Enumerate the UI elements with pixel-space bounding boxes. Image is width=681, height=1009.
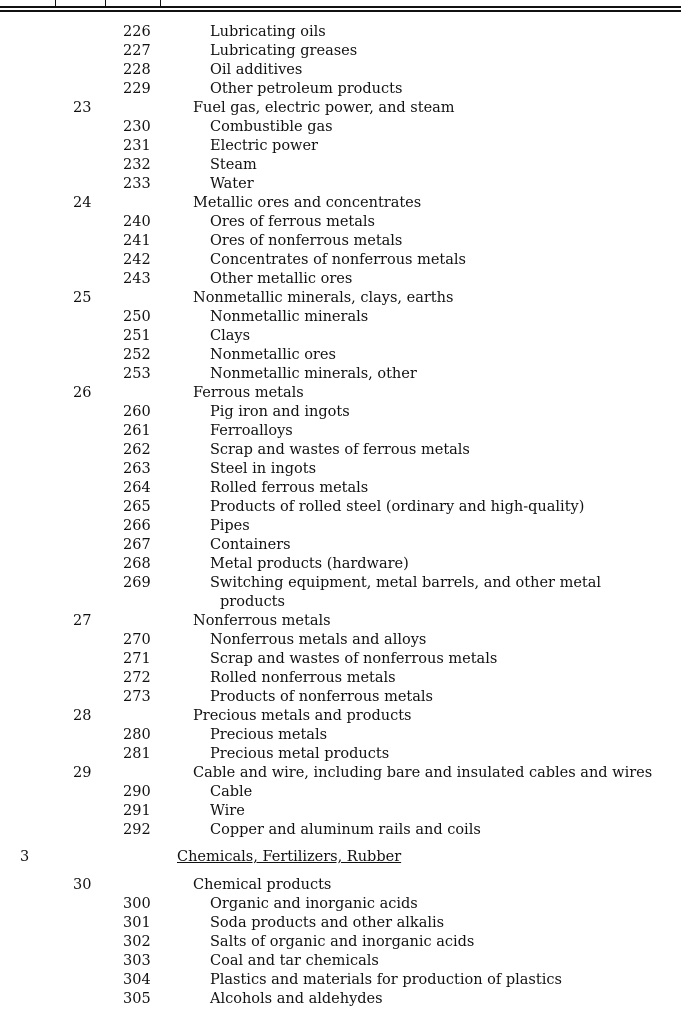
table-row bbox=[0, 707, 681, 726]
item-code: 243 bbox=[123, 271, 151, 287]
group-code: 3 bbox=[20, 849, 30, 865]
item-label: Copper and aluminum rails and coils bbox=[210, 822, 481, 838]
table-row bbox=[0, 384, 681, 403]
table-row bbox=[0, 517, 681, 536]
item-label: Other metallic ores bbox=[210, 271, 353, 287]
item-code: 261 bbox=[123, 423, 151, 439]
item-code: 304 bbox=[123, 972, 151, 988]
item-label: Switching equipment, metal barrels, and other metal bbox=[210, 575, 602, 591]
category-code: 30 bbox=[73, 877, 92, 893]
table-row bbox=[0, 156, 681, 175]
item-label: Nonferrous metals and alloys bbox=[210, 632, 427, 648]
item-label: Wire bbox=[210, 803, 245, 819]
category-code: 26 bbox=[73, 385, 92, 401]
category-label: Nonferrous metals bbox=[193, 613, 331, 629]
item-code: 241 bbox=[123, 233, 151, 249]
table-row bbox=[0, 933, 681, 952]
item-code: 263 bbox=[123, 461, 151, 477]
item-code: 250 bbox=[123, 309, 151, 325]
item-label: Scrap and wastes of ferrous metals bbox=[210, 442, 470, 458]
table-row bbox=[0, 764, 681, 783]
item-label: Cable bbox=[210, 784, 253, 800]
table-row bbox=[0, 876, 681, 895]
item-code: 262 bbox=[123, 442, 151, 458]
table-row bbox=[0, 726, 681, 745]
table-row bbox=[0, 365, 681, 384]
item-code: 291 bbox=[123, 803, 151, 819]
item-label: Ferroalloys bbox=[210, 423, 293, 439]
item-code: 232 bbox=[123, 157, 151, 173]
table-row bbox=[0, 175, 681, 194]
table-row bbox=[0, 745, 681, 764]
item-label: Alcohols and aldehydes bbox=[210, 991, 383, 1007]
table-row bbox=[0, 403, 681, 422]
table-row bbox=[0, 612, 681, 631]
item-label: Electric power bbox=[210, 138, 318, 154]
table-row bbox=[0, 42, 681, 61]
item-label: products bbox=[220, 594, 285, 610]
item-label: Metal products (hardware) bbox=[210, 556, 409, 572]
category-label: Ferrous metals bbox=[193, 385, 304, 401]
item-label: Salts of organic and inorganic acids bbox=[210, 934, 475, 950]
item-code: 281 bbox=[123, 746, 151, 762]
item-code: 270 bbox=[123, 632, 151, 648]
item-label: Combustible gas bbox=[210, 119, 333, 135]
item-code: 292 bbox=[123, 822, 151, 838]
table-row bbox=[0, 137, 681, 156]
item-label: Steam bbox=[210, 157, 257, 173]
table-row bbox=[0, 536, 681, 555]
item-label: Scrap and wastes of nonferrous metals bbox=[210, 651, 498, 667]
table-row bbox=[0, 118, 681, 137]
table-row bbox=[0, 308, 681, 327]
item-label: Soda products and other alkalis bbox=[210, 915, 445, 931]
item-code: 264 bbox=[123, 480, 151, 496]
item-code: 267 bbox=[123, 537, 151, 553]
table-row bbox=[0, 270, 681, 289]
item-code: 242 bbox=[123, 252, 151, 268]
category-label: Chemical products bbox=[193, 877, 332, 893]
item-label: Ores of ferrous metals bbox=[210, 214, 375, 230]
top-rule-2 bbox=[0, 10, 681, 12]
item-code: 271 bbox=[123, 651, 151, 667]
item-label: Clays bbox=[210, 328, 251, 344]
item-code: 272 bbox=[123, 670, 151, 686]
category-label: Nonmetallic minerals, clays, earths bbox=[193, 290, 454, 306]
item-code: 268 bbox=[123, 556, 151, 572]
table-row bbox=[0, 848, 681, 867]
item-code: 229 bbox=[123, 81, 151, 97]
item-label: Rolled ferrous metals bbox=[210, 480, 369, 496]
category-label: Precious metals and products bbox=[193, 708, 412, 724]
category-code: 28 bbox=[73, 708, 92, 724]
item-code: 290 bbox=[123, 784, 151, 800]
table-row bbox=[0, 498, 681, 517]
table-row bbox=[0, 99, 681, 118]
item-code: 269 bbox=[123, 575, 151, 591]
item-label: Pipes bbox=[210, 518, 250, 534]
item-code: 302 bbox=[123, 934, 151, 950]
category-code: 25 bbox=[73, 290, 92, 306]
item-code: 233 bbox=[123, 176, 151, 192]
table-row bbox=[0, 555, 681, 574]
table-row bbox=[0, 346, 681, 365]
item-code: 273 bbox=[123, 689, 151, 705]
item-code: 265 bbox=[123, 499, 151, 515]
category-label: Cable and wire, including bare and insulated cables and wires bbox=[193, 765, 653, 781]
item-label: Nonmetallic minerals, other bbox=[210, 366, 417, 382]
table-row bbox=[0, 441, 681, 460]
item-label: Oil additives bbox=[210, 62, 303, 78]
table-row bbox=[0, 232, 681, 251]
table-row bbox=[0, 23, 681, 42]
item-label: Products of nonferrous metals bbox=[210, 689, 433, 705]
category-code: 27 bbox=[73, 613, 92, 629]
item-code: 227 bbox=[123, 43, 151, 59]
table-row bbox=[0, 802, 681, 821]
table-row bbox=[0, 821, 681, 840]
category-code: 29 bbox=[73, 765, 92, 781]
table-row bbox=[0, 783, 681, 802]
item-label: Plastics and materials for production of plastics bbox=[210, 972, 562, 988]
item-code: 266 bbox=[123, 518, 151, 534]
item-code: 280 bbox=[123, 727, 151, 743]
table-row bbox=[0, 194, 681, 213]
item-code: 301 bbox=[123, 915, 151, 931]
item-code: 251 bbox=[123, 328, 151, 344]
item-label: Precious metal products bbox=[210, 746, 390, 762]
item-label: Precious metals bbox=[210, 727, 328, 743]
column-tick bbox=[160, 0, 161, 6]
table-row bbox=[0, 251, 681, 270]
table-row bbox=[0, 479, 681, 498]
item-label: Nonmetallic ores bbox=[210, 347, 336, 363]
column-tick bbox=[55, 0, 56, 6]
table-row bbox=[0, 61, 681, 80]
category-code: 24 bbox=[73, 195, 92, 211]
item-label: Products of rolled steel (ordinary and high-quality) bbox=[210, 499, 585, 515]
table-row bbox=[0, 895, 681, 914]
item-code: 252 bbox=[123, 347, 151, 363]
item-label: Lubricating oils bbox=[210, 24, 326, 40]
category-label: Metallic ores and concentrates bbox=[193, 195, 422, 211]
section-heading: Chemicals, Fertilizers, Rubber bbox=[177, 849, 402, 865]
item-label: Water bbox=[210, 176, 254, 192]
table-row bbox=[0, 971, 681, 990]
table-row bbox=[0, 688, 681, 707]
table-row bbox=[0, 422, 681, 441]
column-tick bbox=[105, 0, 106, 6]
table-row bbox=[0, 631, 681, 650]
item-code: 228 bbox=[123, 62, 151, 78]
item-label: Ores of nonferrous metals bbox=[210, 233, 403, 249]
table-row bbox=[0, 213, 681, 232]
item-code: 240 bbox=[123, 214, 151, 230]
item-label: Organic and inorganic acids bbox=[210, 896, 418, 912]
table-row bbox=[0, 574, 681, 593]
item-label: Other petroleum products bbox=[210, 81, 403, 97]
item-code: 230 bbox=[123, 119, 151, 135]
item-code: 253 bbox=[123, 366, 151, 382]
item-code: 300 bbox=[123, 896, 151, 912]
top-rule-1 bbox=[0, 6, 681, 8]
item-code: 231 bbox=[123, 138, 151, 154]
item-label: Steel in ingots bbox=[210, 461, 317, 477]
item-label: Rolled nonferrous metals bbox=[210, 670, 396, 686]
table-row bbox=[0, 593, 681, 612]
item-code: 303 bbox=[123, 953, 151, 969]
item-label: Pig iron and ingots bbox=[210, 404, 350, 420]
table-row bbox=[0, 990, 681, 1009]
table-row bbox=[0, 80, 681, 99]
item-label: Containers bbox=[210, 537, 291, 553]
category-label: Fuel gas, electric power, and steam bbox=[193, 100, 455, 116]
item-code: 260 bbox=[123, 404, 151, 420]
table-row bbox=[0, 460, 681, 479]
table-row bbox=[0, 914, 681, 933]
item-code: 305 bbox=[123, 991, 151, 1007]
category-code: 23 bbox=[73, 100, 92, 116]
table-row bbox=[0, 289, 681, 308]
table-row bbox=[0, 650, 681, 669]
item-label: Lubricating greases bbox=[210, 43, 358, 59]
item-label: Nonmetallic minerals bbox=[210, 309, 369, 325]
item-label: Concentrates of nonferrous metals bbox=[210, 252, 466, 268]
table-row bbox=[0, 327, 681, 346]
item-label: Coal and tar chemicals bbox=[210, 953, 379, 969]
item-code: 226 bbox=[123, 24, 151, 40]
table-row bbox=[0, 952, 681, 971]
table-row bbox=[0, 669, 681, 688]
